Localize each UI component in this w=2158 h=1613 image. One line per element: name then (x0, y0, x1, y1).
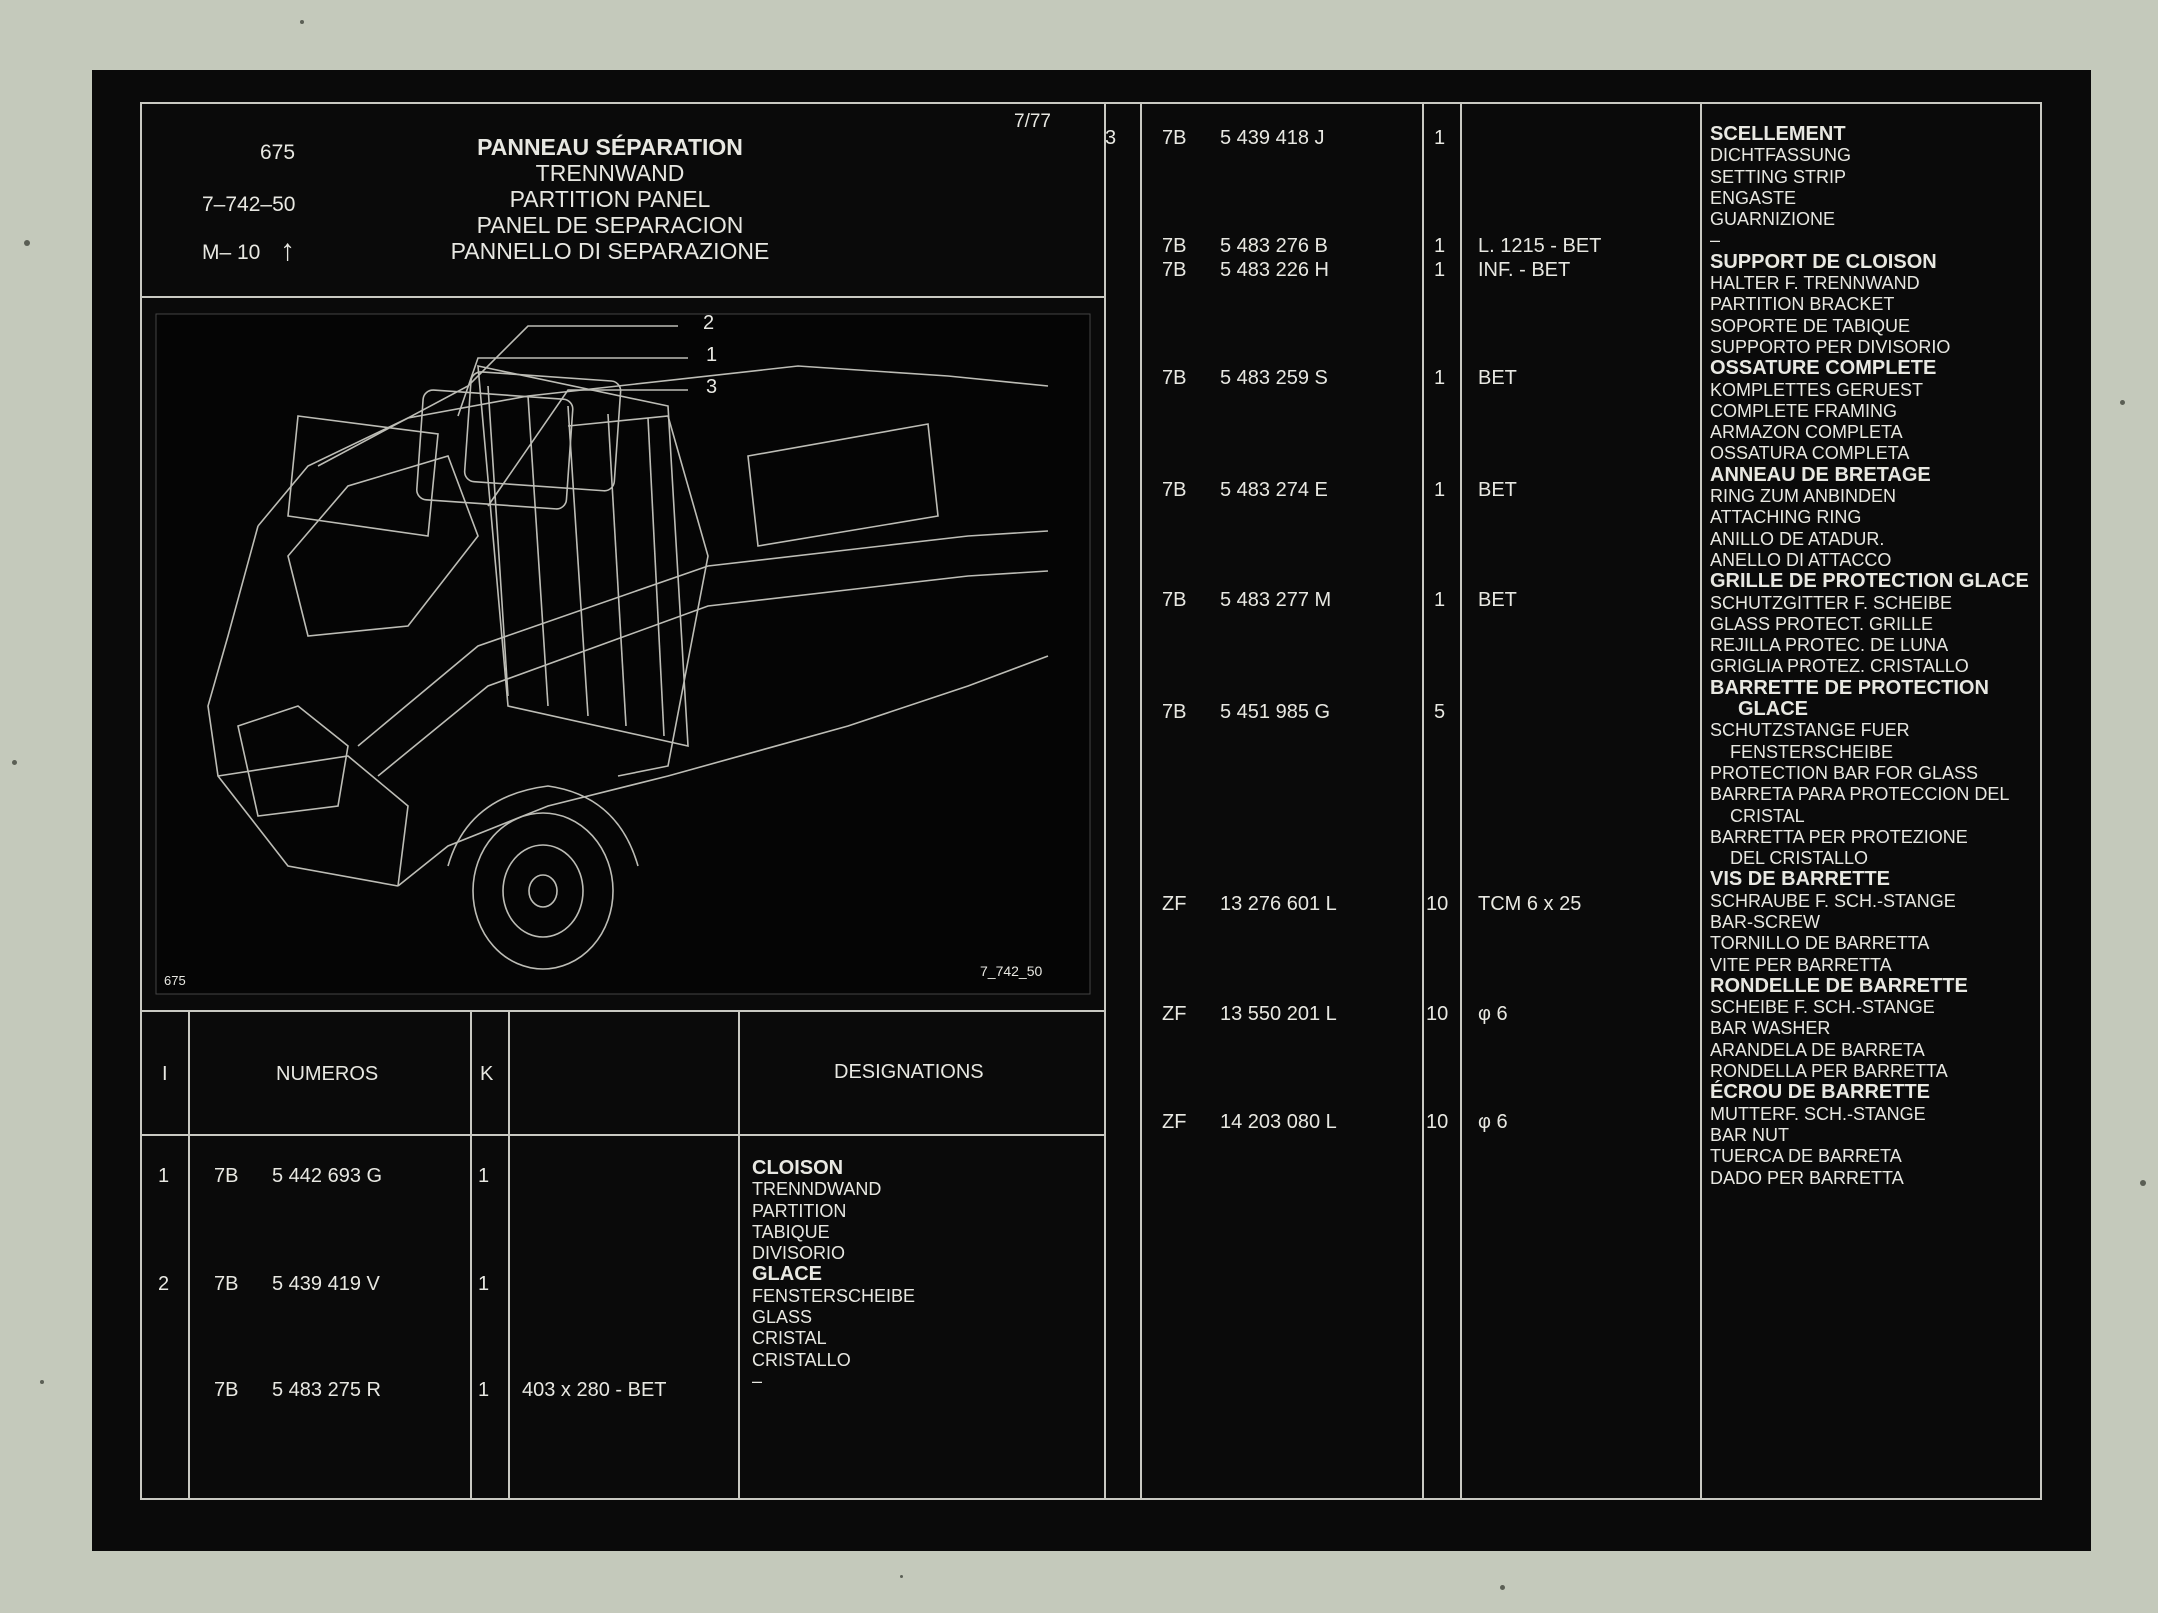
col-header-i: I (162, 1063, 168, 1085)
part-note: φ 6 (1478, 1003, 1508, 1025)
title-de: TRENNWAND (535, 160, 685, 186)
date-ref: 7/77 (1014, 111, 1051, 132)
part-note: TCM 6 x 25 (1478, 893, 1582, 915)
title-es: PANEL DE SEPARACION (476, 212, 744, 238)
designation-line: RONDELLA PER BARRETTA (1710, 1061, 1948, 1082)
designation-line: TORNILLO DE BARRETTA (1710, 933, 1930, 954)
callout-3: 3 (706, 376, 718, 398)
part-note: 403 x 280 - BET (522, 1379, 667, 1401)
up-arrow-icon: ↑ (280, 234, 295, 267)
designation-title: GRILLE DE PROTECTION GLACE (1710, 570, 2029, 593)
designation-line: BAR-SCREW (1710, 911, 1821, 932)
designation-line: SETTING STRIP (1710, 166, 1847, 187)
designation-line: BARRETA PARA PROTECCION DEL (1710, 784, 2010, 805)
designation-line: SCHUTZGITTER F. SCHEIBE (1710, 592, 1953, 613)
van-drawing (148, 306, 1098, 1002)
designation-line: TABIQUE (752, 1221, 830, 1242)
designation-line: GUARNIZIONE (1710, 209, 1836, 230)
part-prefix: 7B (214, 1165, 239, 1187)
designation-title: ÉCROU DE BARRETTE (1710, 1081, 1931, 1104)
part-number: 5 483 274 E (1220, 479, 1328, 501)
designation-title: BARRETTE DE PROTECTION (1710, 676, 1989, 699)
title-fr: PANNEAU SÉPARATION (477, 134, 743, 160)
illustration-corner-right: 7_742_50 (980, 963, 1043, 979)
part-prefix: 7B (1162, 701, 1187, 723)
designation-title: GLACE (752, 1263, 822, 1286)
col-header-k: K (480, 1063, 494, 1085)
part-number: 13 550 201 L (1220, 1003, 1337, 1025)
designation-title: SUPPORT DE CLOISON (1710, 250, 1937, 273)
designation-line: SOPORTE DE TABIQUE (1710, 315, 1911, 336)
designation-line: – (1710, 230, 1721, 251)
part-prefix: 7B (1162, 589, 1187, 611)
part-number: 5 451 985 G (1220, 701, 1331, 723)
part-number: 5 483 259 S (1220, 367, 1328, 389)
part-prefix: 7B (1162, 367, 1187, 389)
part-prefix: 7B (1162, 127, 1187, 149)
callout-2: 2 (703, 312, 715, 334)
designation-line: CRISTAL (752, 1328, 827, 1349)
exploded-view-illustration (148, 306, 1098, 1002)
row-index: 2 (158, 1273, 170, 1295)
quantity: 10 (1426, 893, 1449, 915)
part-prefix: ZF (1162, 1111, 1187, 1133)
col-header-numeros: NUMEROS (276, 1063, 379, 1085)
designation-line: GLASS (752, 1307, 813, 1328)
designation-line: HALTER F. TRENNWAND (1710, 273, 1920, 294)
quantity: 1 (478, 1165, 490, 1187)
part-prefix: ZF (1162, 1003, 1187, 1025)
part-prefix: ZF (1162, 893, 1187, 915)
drawing-ref: 7–742–50 (202, 193, 296, 216)
part-number: 5 483 277 M (1220, 589, 1332, 611)
designation-title: CLOISON (752, 1157, 844, 1179)
quantity: 10 (1426, 1111, 1449, 1133)
designation-title: SCELLEMENT (1710, 123, 1846, 145)
part-prefix: 7B (1162, 259, 1187, 281)
part-prefix: 7B (1162, 479, 1187, 501)
row-index: 3 (1105, 127, 1117, 149)
quantity: 1 (1434, 589, 1446, 611)
quantity: 1 (478, 1379, 490, 1401)
part-note: INF. - BET (1478, 259, 1571, 281)
designation-line: PARTITION (752, 1200, 847, 1221)
designation-line: DEL CRISTALLO (1710, 848, 1869, 869)
designation-line: DADO PER BARRETTA (1710, 1167, 1904, 1188)
quantity: 1 (1434, 127, 1446, 149)
quantity: 1 (1434, 367, 1446, 389)
group-ref: M– 10 (202, 241, 261, 264)
designation-line: REJILLA PROTEC. DE LUNA (1710, 635, 1949, 656)
designation-line: SCHEIBE F. SCH.-STANGE (1710, 997, 1935, 1018)
designation-line: CRISTAL (1710, 805, 1805, 826)
title-en: PARTITION PANEL (509, 186, 711, 212)
designation-line: ARMAZON COMPLETA (1710, 422, 1903, 443)
designation-line: RING ZUM ANBINDEN (1710, 486, 1897, 507)
parts-catalog-card (92, 70, 2091, 1551)
part-number: 5 439 419 V (272, 1273, 380, 1295)
quantity: 5 (1434, 701, 1446, 723)
part-note: L. 1215 - BET (1478, 235, 1602, 257)
designation-line: TUERCA DE BARRETA (1710, 1146, 1902, 1167)
part-number: 14 203 080 L (1220, 1111, 1337, 1133)
designation-title: ANNEAU DE BRETAGE (1710, 463, 1931, 486)
part-note: φ 6 (1478, 1111, 1508, 1133)
quantity: 1 (1434, 259, 1446, 281)
designation-line: ATTACHING RING (1710, 507, 1862, 528)
designation-title-cont: GLACE (1738, 698, 1808, 721)
part-number: 5 439 418 J (1220, 127, 1325, 149)
designation-line: BAR WASHER (1710, 1018, 1831, 1039)
designation-line: FENSTERSCHEIBE (1710, 741, 1894, 762)
designation-line: BARRETTA PER PROTEZIONE (1710, 826, 1968, 847)
quantity: 10 (1426, 1003, 1449, 1025)
col-header-designations: DESIGNATIONS (834, 1061, 984, 1083)
designation-title: OSSATURE COMPLETE (1710, 357, 1937, 380)
title-it: PANNELLO DI SEPARAZIONE (450, 238, 770, 264)
part-note: BET (1478, 479, 1517, 501)
designation-block (1710, 124, 2029, 1189)
designation-title: VIS DE BARRETTE (1710, 868, 1891, 891)
designation-line: DIVISORIO (752, 1243, 846, 1264)
part-prefix: 7B (214, 1273, 239, 1295)
page-ref: 675 (260, 141, 296, 164)
designation-line: FENSTERSCHEIBE (752, 1285, 916, 1306)
quantity: 1 (1434, 479, 1446, 501)
designation-line: BAR NUT (1710, 1124, 1790, 1145)
designation-line: ANILLO DE ATADUR. (1710, 528, 1885, 549)
part-prefix: 7B (1162, 235, 1187, 257)
designation-line: KOMPLETTES GERUEST (1710, 379, 1924, 400)
designation-line: OSSATURA COMPLETA (1710, 443, 1910, 464)
designation-line: ANELLO DI ATTACCO (1710, 549, 1892, 570)
designation-line: TRENNDWAND (752, 1179, 882, 1200)
quantity: 1 (478, 1273, 490, 1295)
part-number: 5 442 693 G (272, 1165, 383, 1187)
designation-line: COMPLETE FRAMING (1710, 400, 1898, 421)
designation-block (752, 1158, 915, 1392)
designation-line: SCHRAUBE F. SCH.-STANGE (1710, 890, 1956, 911)
designation-line: ARANDELA DE BARRETA (1710, 1039, 1925, 1060)
designation-line: CRISTALLO (752, 1349, 851, 1370)
designation-line: PARTITION BRACKET (1710, 294, 1895, 315)
part-number: 5 483 226 H (1220, 259, 1329, 281)
part-number: 5 483 276 B (1220, 235, 1328, 257)
part-note: BET (1478, 367, 1517, 389)
row-index: 1 (158, 1165, 170, 1187)
quantity: 1 (1434, 235, 1446, 257)
designation-line: – (752, 1370, 763, 1391)
part-number: 13 276 601 L (1220, 893, 1337, 915)
callout-1: 1 (706, 344, 718, 366)
designation-line: MUTTERF. SCH.-STANGE (1710, 1103, 1926, 1124)
designation-line: VITE PER BARRETTA (1710, 954, 1892, 975)
designation-title: RONDELLE DE BARRETTE (1710, 974, 1968, 997)
illustration-corner-left: 675 (164, 973, 186, 988)
designation-line: DICHTFASSUNG (1710, 145, 1852, 166)
part-prefix: 7B (214, 1379, 239, 1401)
designation-line: GLASS PROTECT. GRILLE (1710, 613, 1934, 634)
designation-line: PROTECTION BAR FOR GLASS (1710, 762, 1979, 783)
part-number: 5 483 275 R (272, 1379, 381, 1401)
designation-line: GRIGLIA PROTEZ. CRISTALLO (1710, 656, 1969, 677)
designation-line: SUPPORTO PER DIVISORIO (1710, 336, 1951, 357)
part-note: BET (1478, 589, 1517, 611)
designation-line: ENGASTE (1710, 187, 1797, 208)
designation-line: SCHUTZSTANGE FUER (1710, 720, 1910, 741)
